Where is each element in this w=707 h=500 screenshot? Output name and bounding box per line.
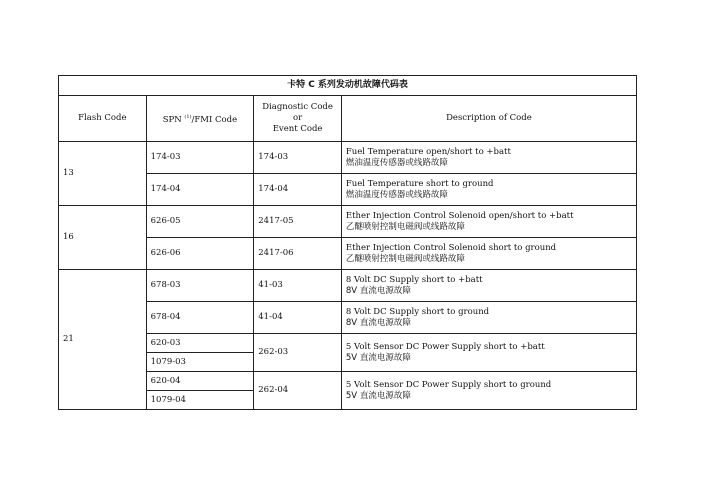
table-title: 卡特 C 系列发动机故障代码表 bbox=[59, 76, 637, 96]
table-row bbox=[59, 372, 637, 391]
description-cell: 8 Volt DC Supply short to +batt 8V 直流电源故障 bbox=[341, 270, 636, 302]
fault-code-table bbox=[58, 75, 637, 410]
spn-cell: 626-05 bbox=[146, 206, 254, 238]
header-spn-fmi: SPN $^{(1)}$/FMI Code bbox=[146, 96, 254, 142]
table-row bbox=[59, 270, 637, 302]
header-diagnostic-code: Diagnostic Code or Event Code bbox=[254, 96, 342, 142]
diag-cell: 2417-05 bbox=[254, 206, 342, 238]
flash-code-cell: 21 bbox=[59, 270, 147, 410]
flash-code-cell: 16 bbox=[59, 206, 147, 270]
description-cell: Fuel Temperature open/short to +batt 燃油温度传感器或线路故障 bbox=[341, 142, 636, 174]
diag-cell: 174-03 bbox=[254, 142, 342, 174]
table-row bbox=[59, 206, 637, 238]
table-row bbox=[59, 302, 637, 334]
spn-cell: 174-04 bbox=[146, 174, 254, 206]
spn-cell: 174-03 bbox=[146, 142, 254, 174]
table-row bbox=[59, 238, 637, 270]
spn-cell: 626-06 bbox=[146, 238, 254, 270]
spn-cell: 678-04 bbox=[146, 302, 254, 334]
table-row bbox=[59, 174, 637, 206]
diag-cell: 41-03 bbox=[254, 270, 342, 302]
table-row bbox=[59, 142, 637, 174]
description-cell: Ether Injection Control Solenoid open/short to +batt 乙醚喷射控制电磁阀或线路故障 bbox=[341, 206, 636, 238]
diag-cell: 41-04 bbox=[254, 302, 342, 334]
diag-cell: 174-04 bbox=[254, 174, 342, 206]
description-cell: 5 Volt Sensor DC Power Supply short to ground 5V 直流电源故障 bbox=[341, 372, 636, 410]
spn-cell: 1079-03 bbox=[146, 353, 254, 372]
footnote-marker: (1) bbox=[184, 113, 192, 120]
diag-cell: 262-03 bbox=[254, 334, 342, 372]
description-cell: 5 Volt Sensor DC Power Supply short to +batt 5V 直流电源故障 bbox=[341, 334, 636, 372]
header-description: Description of Code bbox=[341, 96, 636, 142]
header-row bbox=[59, 96, 637, 142]
description-cell: 8 Volt DC Supply short to ground 8V 直流电源故障 bbox=[341, 302, 636, 334]
spn-cell: 678-03 bbox=[146, 270, 254, 302]
spn-cell: 620-04 bbox=[146, 372, 254, 391]
spn-cell: 620-03 bbox=[146, 334, 254, 353]
diag-cell: 262-04 bbox=[254, 372, 342, 410]
spn-cell: 1079-04 bbox=[146, 391, 254, 410]
diag-cell: 2417-06 bbox=[254, 238, 342, 270]
description-cell: Ether Injection Control Solenoid short to ground 乙醚喷射控制电磁阀或线路故障 bbox=[341, 238, 636, 270]
table-row bbox=[59, 334, 637, 353]
flash-code-cell: 13 bbox=[59, 142, 147, 206]
description-cell: Fuel Temperature short to ground 燃油温度传感器或线路故障 bbox=[341, 174, 636, 206]
header-flash-code: Flash Code bbox=[59, 96, 147, 142]
